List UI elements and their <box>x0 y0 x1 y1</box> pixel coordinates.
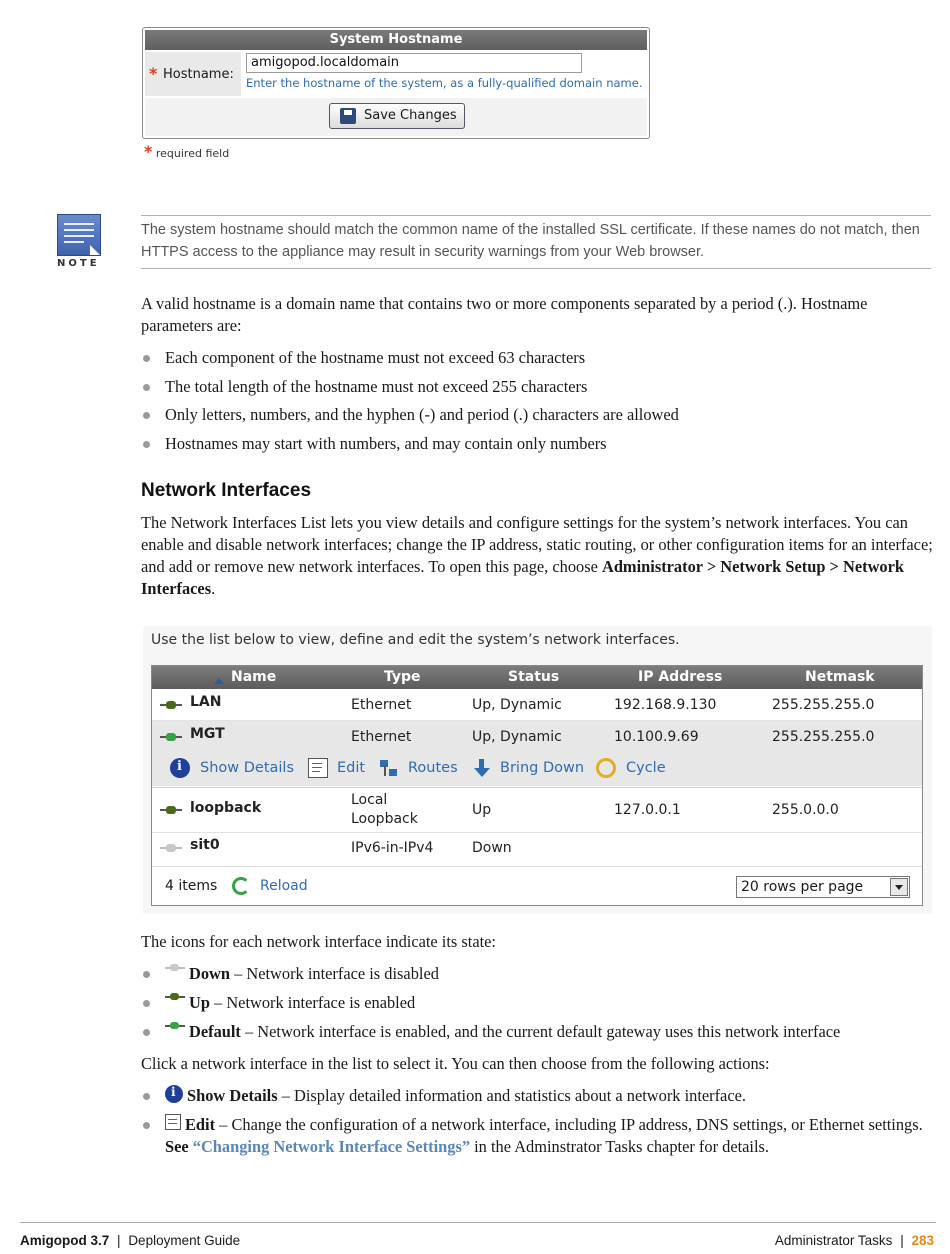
interface-status: Down <box>472 840 512 856</box>
interface-status: Up, Dynamic <box>472 697 562 713</box>
interface-down-icon <box>165 963 185 973</box>
state-desc: – Network interface is enabled <box>209 993 416 1012</box>
note-icon <box>57 214 101 256</box>
sort-ascending-icon <box>214 678 224 684</box>
interface-netmask: 255.255.255.0 <box>772 729 875 745</box>
list-item <box>141 963 936 985</box>
reload-link[interactable]: Reload <box>260 878 308 894</box>
interface-down-icon <box>160 844 182 852</box>
arrow-down-icon <box>472 758 492 778</box>
reload-icon <box>232 877 250 895</box>
interface-default-icon <box>165 1021 185 1031</box>
table-row[interactable] <box>152 689 922 721</box>
routes-action[interactable]: Routes <box>408 760 458 776</box>
column-name[interactable]: Name <box>231 669 277 685</box>
interface-type: Local <box>351 792 388 808</box>
hostname-panel <box>142 27 650 139</box>
footer-separator: | <box>900 1233 904 1248</box>
interface-ip: 10.100.9.69 <box>614 729 699 745</box>
column-type[interactable]: Type <box>384 669 421 685</box>
edit-icon <box>165 1114 181 1130</box>
panel-title: System Hostname <box>145 30 647 50</box>
save-button[interactable] <box>329 103 465 129</box>
hostname-input[interactable]: amigopod.localdomain <box>246 53 582 73</box>
interface-type: Ethernet <box>351 697 412 713</box>
state-desc: – Network interface is disabled <box>230 964 439 983</box>
note-label: NOTE <box>57 258 100 269</box>
action-term: Edit <box>185 1115 216 1134</box>
column-ip[interactable]: IP Address <box>638 669 723 685</box>
icons-intro: The icons for each network interface indicate its state: <box>141 932 496 951</box>
interface-netmask: 255.0.0.0 <box>772 802 839 818</box>
chevron-down-icon[interactable] <box>890 878 908 896</box>
hostname-hint: Enter the hostname of the system, as a fully-qualified domain name. <box>246 76 643 90</box>
interface-up-icon <box>165 992 185 1002</box>
show-details-action[interactable]: Show Details <box>200 760 295 776</box>
network-interfaces-screen <box>143 626 932 914</box>
network-interfaces-desc <box>141 512 936 600</box>
floppy-disk-icon <box>340 108 356 124</box>
hostname-rules-intro: A valid hostname is a domain name that contains two or more components separated by a period (.). Hostname parameters are: <box>141 294 868 335</box>
interface-name: LAN <box>190 694 222 710</box>
interface-type: Ethernet <box>351 729 412 745</box>
footer-right <box>775 1233 934 1248</box>
table-row-selected[interactable] <box>152 721 922 752</box>
state-desc: – Network interface is enabled, and the current default gateway uses this network interface <box>240 1022 841 1041</box>
see-label: See <box>165 1137 193 1156</box>
list-item: Each component of the hostname must not exceed 63 characters <box>141 347 936 369</box>
action-desc-tail: in the Adminstrator Tasks chapter for details. <box>470 1137 770 1156</box>
interface-type-line2: Loopback <box>351 811 418 827</box>
action-desc: – Display detailed information and statistics about a network interface. <box>277 1086 746 1105</box>
interface-status: Up <box>472 802 492 818</box>
info-icon: i <box>170 758 190 778</box>
list-item <box>141 1114 936 1158</box>
rows-per-page-value: 20 rows per page <box>741 879 864 895</box>
interface-name: MGT <box>190 726 225 742</box>
guide-name: Deployment Guide <box>128 1233 241 1248</box>
required-star: * <box>144 142 153 161</box>
desc-text: The Network Interfaces List lets you view details and configure settings for the system’s network interfaces. You can enable and disable network interfaces; change the IP address, static routing, or other configuration items for an interface; and add or remove new network interfaces. To open this page, choose <box>141 513 933 576</box>
list-item: The total length of the hostname must not exceed 255 characters <box>141 376 936 398</box>
table-row[interactable] <box>152 832 922 865</box>
footer-rule <box>20 1222 936 1223</box>
product-name: Amigopod 3.7 <box>20 1233 110 1248</box>
state-term: Down <box>189 964 230 983</box>
info-icon: i <box>165 1085 183 1103</box>
interface-default-icon <box>160 733 182 741</box>
hostname-label: Hostname: <box>163 67 234 82</box>
screen-intro: Use the list below to view, define and edit the system’s network interfaces. <box>151 632 680 648</box>
column-netmask[interactable]: Netmask <box>805 669 875 685</box>
interface-netmask: 255.255.255.0 <box>772 697 875 713</box>
list-item <box>141 1085 936 1107</box>
interfaces-table <box>151 665 923 906</box>
hostname-label-cell <box>145 52 241 96</box>
interface-type: IPv6-in-IPv4 <box>351 840 434 856</box>
icon-states-list <box>141 963 936 1043</box>
desc-end: . <box>211 579 216 598</box>
list-item: Only letters, numbers, and the hyphen (-) and period (.) characters are allowed <box>141 404 936 426</box>
edit-icon <box>308 758 328 778</box>
list-item <box>141 992 936 1014</box>
state-term: Default <box>189 1022 241 1041</box>
hostname-rules-list <box>141 347 936 455</box>
interface-status: Up, Dynamic <box>472 729 562 745</box>
table-header <box>152 666 922 689</box>
interface-name: sit0 <box>190 837 220 853</box>
cross-reference-link[interactable]: “Changing Network Interface Settings” <box>192 1137 471 1156</box>
interface-name: loopback <box>190 800 262 816</box>
menu-path: Administrator > Network Setup > Network Interfaces <box>141 557 904 598</box>
footer-left <box>20 1233 240 1248</box>
interface-up-icon <box>160 701 182 709</box>
cycle-icon <box>596 758 616 778</box>
column-status[interactable]: Status <box>508 669 560 685</box>
page-number: 283 <box>911 1233 934 1248</box>
note-text: The system hostname should match the common name of the installed SSL certificate. If these names do not match, then HTTPS access to the appliance may result in security warnings from your Web browser. <box>141 222 920 260</box>
routes-icon <box>378 758 398 778</box>
required-field-text: required field <box>155 147 230 160</box>
actions-list <box>141 1085 936 1158</box>
edit-action[interactable]: Edit <box>337 760 366 776</box>
row-actions <box>152 752 922 786</box>
rows-per-page-select[interactable] <box>736 876 910 898</box>
interface-up-icon <box>160 806 182 814</box>
section-heading: Network Interfaces <box>141 480 312 501</box>
required-field-note <box>144 142 229 161</box>
action-desc: – Change the configuration of a network interface, including IP address, DNS settings, or Ethernet settings. <box>215 1115 923 1134</box>
action-term: Show Details <box>187 1086 278 1105</box>
chapter-name: Administrator Tasks <box>774 1233 893 1248</box>
note-bottom-rule <box>141 268 931 269</box>
bring-down-action[interactable]: Bring Down <box>500 760 585 776</box>
interface-ip: 127.0.0.1 <box>614 802 681 818</box>
state-term: Up <box>189 993 210 1012</box>
footer-separator: | <box>117 1233 121 1248</box>
button-row <box>145 98 647 136</box>
required-star: * <box>149 64 158 83</box>
list-item <box>141 1021 936 1043</box>
table-row[interactable] <box>152 787 922 833</box>
cycle-action[interactable]: Cycle <box>626 760 666 776</box>
table-footer <box>152 866 922 907</box>
interface-ip: 192.168.9.130 <box>614 697 717 713</box>
list-item: Hostnames may start with numbers, and may contain only numbers <box>141 433 936 455</box>
save-button-label: Save Changes <box>364 108 457 123</box>
note-top-rule <box>141 215 931 216</box>
actions-intro: Click a network interface in the list to select it. You can then choose from the following actions: <box>141 1054 770 1073</box>
item-count: 4 items <box>165 878 218 894</box>
